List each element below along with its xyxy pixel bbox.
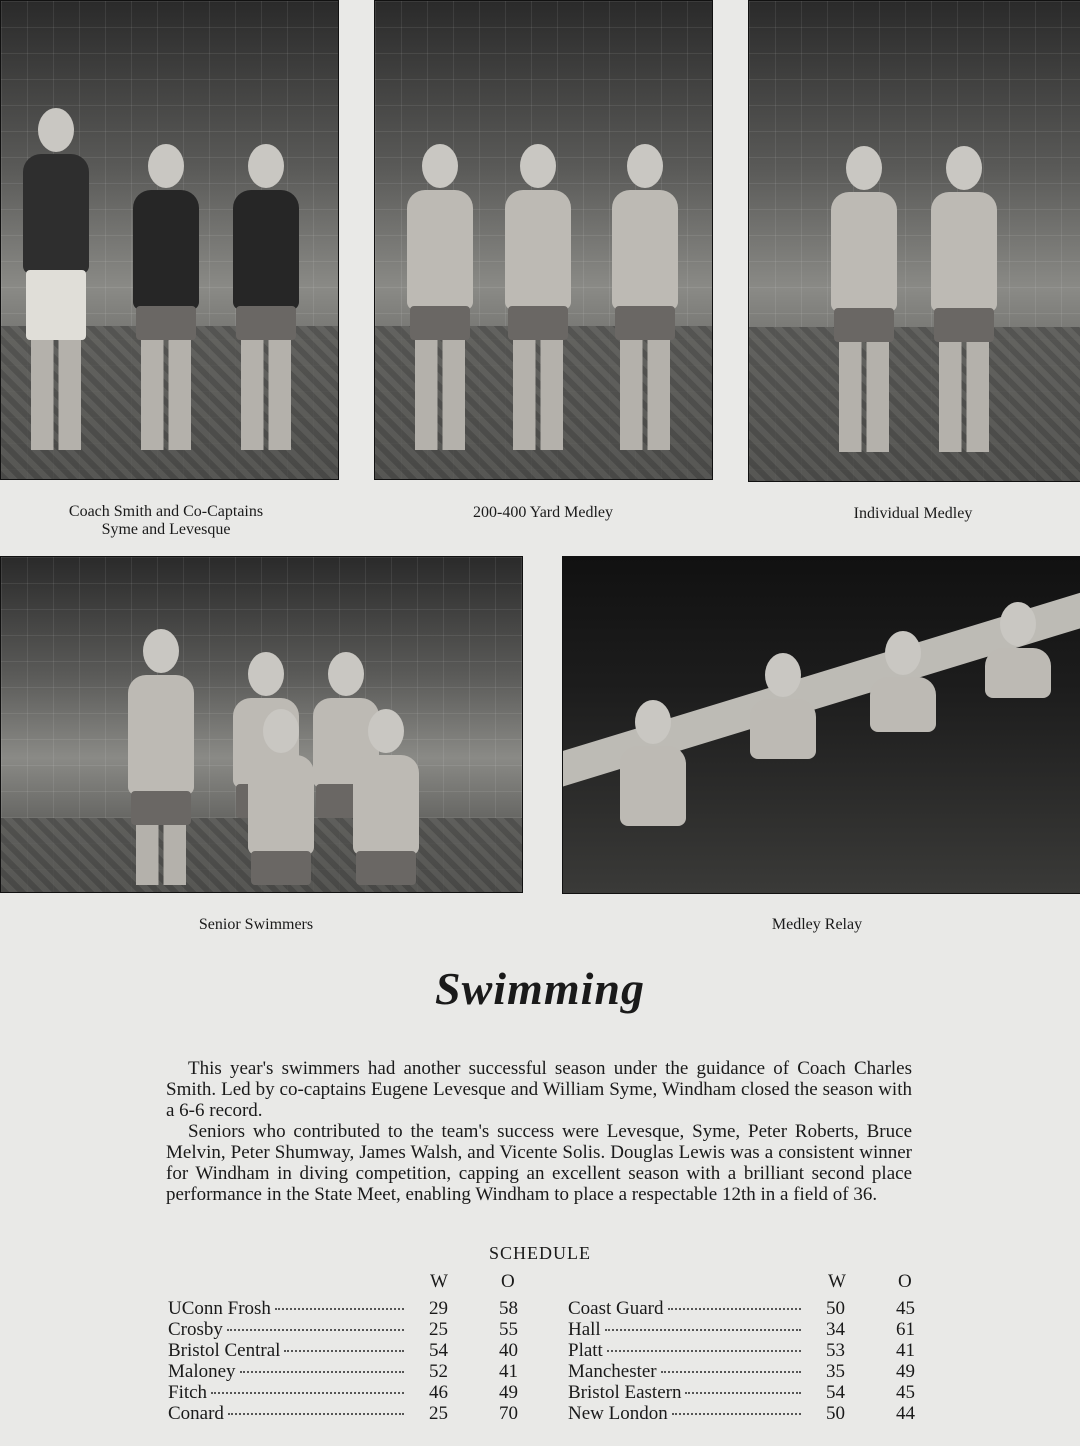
left-w-header: W (430, 1271, 448, 1292)
leader-dots (228, 1413, 404, 1415)
leader-dots (284, 1350, 404, 1352)
windham-score: 50 (826, 1403, 845, 1424)
leader-dots (685, 1392, 801, 1394)
opponent-name: Coast Guard (568, 1298, 664, 1319)
windham-score: 54 (429, 1340, 448, 1361)
photo-individual-medley (748, 0, 1080, 482)
schedule-row (168, 1319, 518, 1340)
opponent-score: 49 (896, 1361, 915, 1382)
opponent-score: 44 (896, 1403, 915, 1424)
schedule-row (168, 1361, 518, 1382)
photo-senior-swimmers (0, 556, 523, 893)
caption-individual-medley: Individual Medley (853, 505, 973, 522)
opponent-score: 45 (896, 1382, 915, 1403)
opponent-score: 45 (896, 1298, 915, 1319)
paragraph: This year's swimmers had another successful season under the guidance of Coach Charles Smith. Led by co-captains Eugene Levesque and William Syme, Windham closed the season with a 6-6 record. (166, 1058, 912, 1121)
windham-score: 35 (826, 1361, 845, 1382)
leader-dots (605, 1329, 801, 1331)
windham-score: 53 (826, 1340, 845, 1361)
opponent-score: 70 (499, 1403, 518, 1424)
schedule-row (568, 1319, 915, 1340)
opponent-score: 41 (499, 1361, 518, 1382)
photo-coach-co-captains (0, 0, 339, 480)
opponent-name: Manchester (568, 1361, 657, 1382)
opponent-name: Platt (568, 1340, 603, 1361)
leader-dots (211, 1392, 404, 1394)
opponent-name: Fitch (168, 1382, 208, 1403)
windham-score: 46 (429, 1382, 448, 1403)
schedule-row (568, 1403, 915, 1424)
caption-coach-co-captains (40, 503, 292, 539)
page-title: Swimming (435, 963, 645, 1014)
opponent-score: 61 (896, 1319, 915, 1340)
caption-medley-relay: Medley Relay (771, 916, 863, 933)
windham-score: 50 (826, 1298, 845, 1319)
leader-dots (607, 1350, 801, 1352)
schedule-row (168, 1382, 518, 1403)
leader-dots (240, 1371, 404, 1373)
windham-score: 52 (429, 1361, 448, 1382)
windham-score: 29 (429, 1298, 448, 1319)
opponent-name: New London (568, 1403, 668, 1424)
schedule-row (168, 1403, 518, 1424)
windham-score: 25 (429, 1319, 448, 1340)
opponent-name: Bristol Central (168, 1340, 281, 1361)
caption-line-1: Coach Smith and Co-Captains (68, 503, 264, 520)
caption-senior-swimmers: Senior Swimmers (198, 916, 314, 933)
photo-medley-relay (562, 556, 1080, 894)
windham-score: 34 (826, 1319, 845, 1340)
right-o-header: O (898, 1271, 912, 1292)
opponent-score: 49 (499, 1382, 518, 1403)
caption-yard-medley: 200-400 Yard Medley (473, 504, 613, 521)
caption-line-2: Syme and Levesque (101, 521, 231, 538)
opponent-name: Hall (568, 1319, 601, 1340)
schedule-title: SCHEDULE (489, 1243, 591, 1263)
opponent-name: UConn Frosh (168, 1298, 271, 1319)
paragraph: Seniors who contributed to the team's success were Levesque, Syme, Peter Roberts, Bruce Melvin, Peter Shumway, James Walsh, and Vicente Solis. Douglas Lewis was a consistent winner for Windham in diving competition, capping an excellent season with a brilliant second place performance in the State Meet, enabling Windham to place a respectable 12th in a field of 36. (166, 1121, 912, 1205)
opponent-name: Crosby (168, 1319, 223, 1340)
schedule-row (568, 1340, 915, 1361)
article-body (166, 1058, 912, 1205)
opponent-score: 55 (499, 1319, 518, 1340)
windham-score: 54 (826, 1382, 845, 1403)
opponent-score: 40 (499, 1340, 518, 1361)
leader-dots (668, 1308, 801, 1310)
opponent-score: 41 (896, 1340, 915, 1361)
left-o-header: O (501, 1271, 515, 1292)
opponent-name: Bristol Eastern (568, 1382, 682, 1403)
leader-dots (661, 1371, 801, 1373)
schedule-row (568, 1382, 915, 1403)
opponent-name: Maloney (168, 1361, 236, 1382)
photo-200-400-yard-medley (374, 0, 713, 480)
leader-dots (275, 1308, 404, 1310)
opponent-score: 58 (499, 1298, 518, 1319)
leader-dots (227, 1329, 404, 1331)
leader-dots (672, 1413, 801, 1415)
schedule-row (568, 1298, 915, 1319)
schedule-row (168, 1340, 518, 1361)
schedule-row (168, 1298, 518, 1319)
right-w-header: W (828, 1271, 846, 1292)
schedule-row (568, 1361, 915, 1382)
windham-score: 25 (429, 1403, 448, 1424)
opponent-name: Conard (168, 1403, 224, 1424)
